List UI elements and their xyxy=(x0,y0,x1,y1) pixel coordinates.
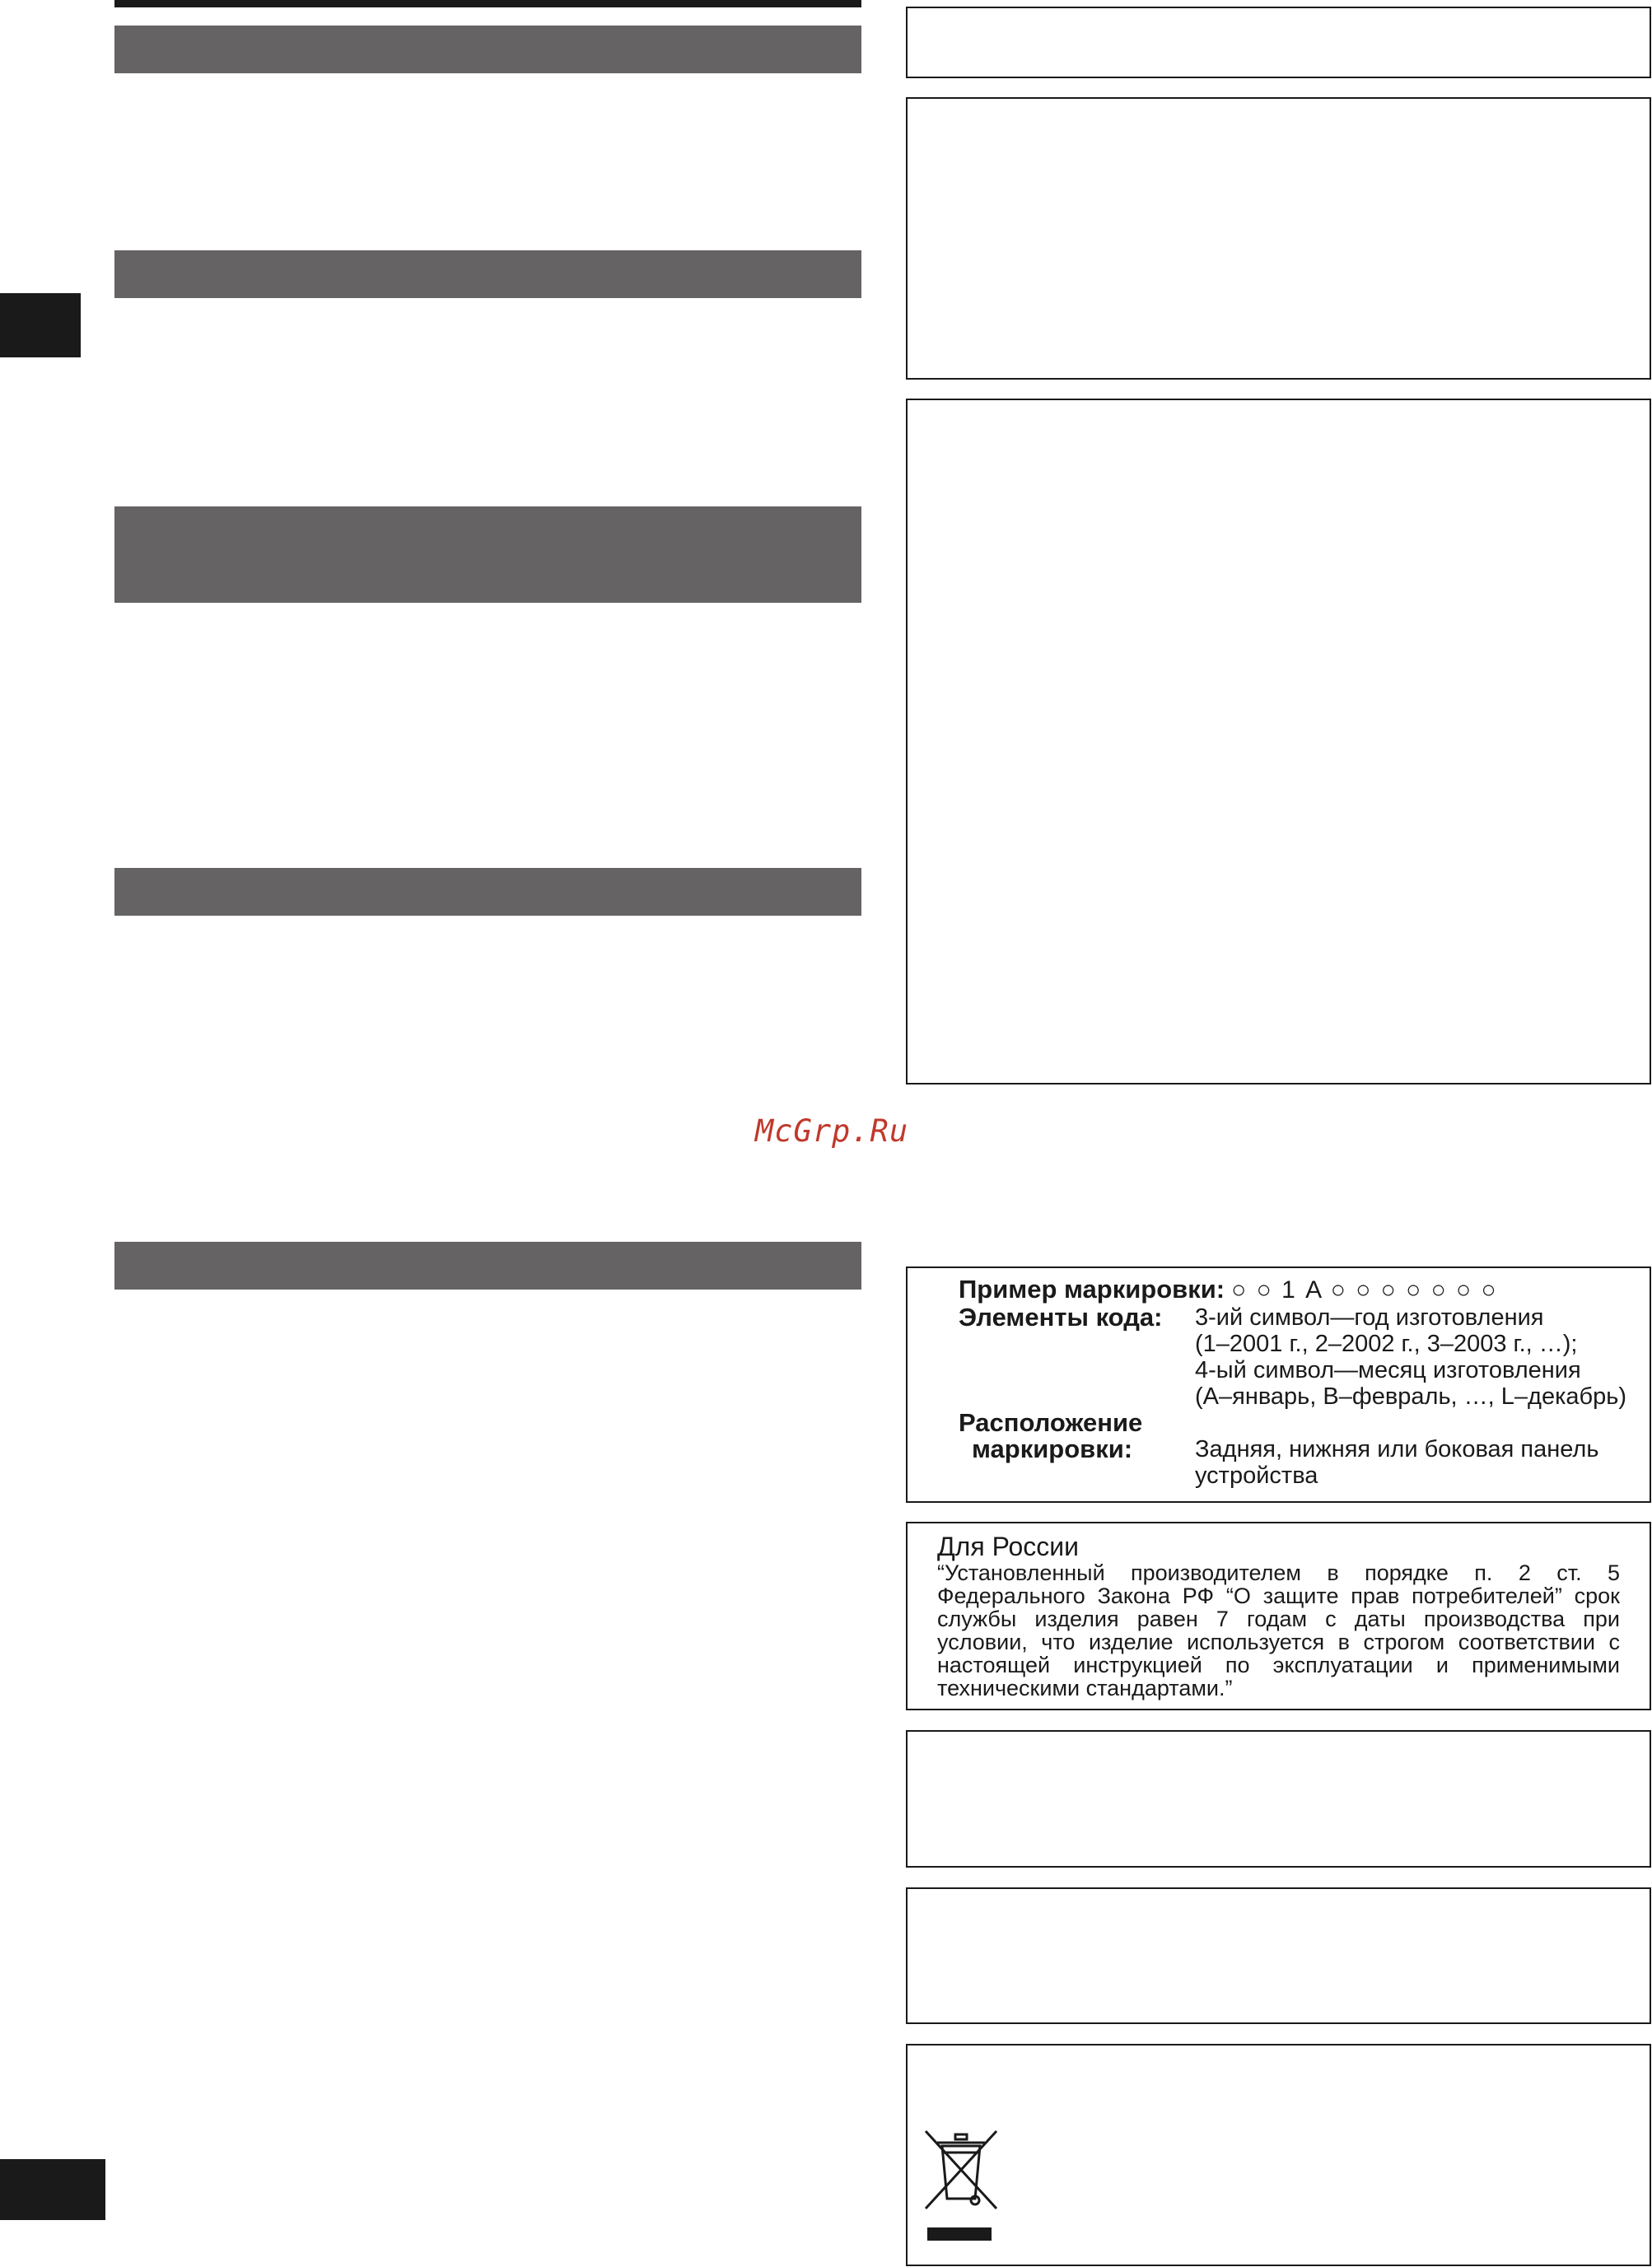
marking-location-line: Задняя, нижняя или боковая панель xyxy=(1195,1436,1599,1462)
empty-box-5 xyxy=(906,1887,1651,2024)
section-header-bar-5 xyxy=(114,1242,861,1290)
russia-title: Для России xyxy=(937,1532,1080,1561)
code-element-line: 4-ый символ—месяц изготовления xyxy=(1195,1357,1581,1383)
empty-box-2 xyxy=(906,97,1651,380)
marking-location-line: устройства xyxy=(1195,1462,1318,1489)
marking-example-code: ○ ○ 1 A ○ ○ ○ ○ ○ ○ ○ xyxy=(1231,1276,1498,1304)
section-header-bar-4 xyxy=(114,868,861,916)
code-element-line: 3-ий символ—год изготовления xyxy=(1195,1304,1544,1331)
marking-location-label: маркировки: xyxy=(972,1434,1133,1463)
russia-body: “Установленный производителем в порядке п. 2 ст. 5 Федерального Закона РФ “О защите прав потребителей” срок службы изделия равен 7 годам с даты производства при условии, что изделие используется в строгом соответствии с настоящей инструкцией по эксплуатации и применимыми техническими стандартами.” xyxy=(937,1560,1620,1700)
code-elements-label: Элементы кода: xyxy=(959,1303,1163,1332)
marking-info-box xyxy=(906,1266,1651,1503)
crossed-out-wheelie-bin-icon xyxy=(922,2128,1000,2227)
section-header-bar-3 xyxy=(114,506,861,603)
russia-service-life-box xyxy=(906,1522,1651,1710)
side-tab-top xyxy=(0,293,81,357)
empty-box-4 xyxy=(906,1730,1651,1868)
top-rule xyxy=(114,0,861,7)
code-element-line: (1–2001 г., 2–2002 г., 3–2003 г., …); xyxy=(1195,1331,1578,1357)
side-tab-bottom xyxy=(0,2159,105,2220)
section-header-bar-2 xyxy=(114,250,861,298)
empty-box-3 xyxy=(906,399,1651,1085)
code-element-line: (A–январь, B–февраль, …, L–декабрь) xyxy=(1195,1383,1627,1410)
marking-location-label: Расположение xyxy=(959,1408,1143,1437)
weee-info-box xyxy=(906,2044,1651,2266)
weee-date-bar xyxy=(927,2227,992,2241)
marking-example-label: Пример маркировки: xyxy=(959,1275,1225,1304)
section-header-bar-1 xyxy=(114,26,861,73)
empty-box-1 xyxy=(906,7,1651,78)
watermark: McGrp.Ru xyxy=(754,1113,909,1149)
